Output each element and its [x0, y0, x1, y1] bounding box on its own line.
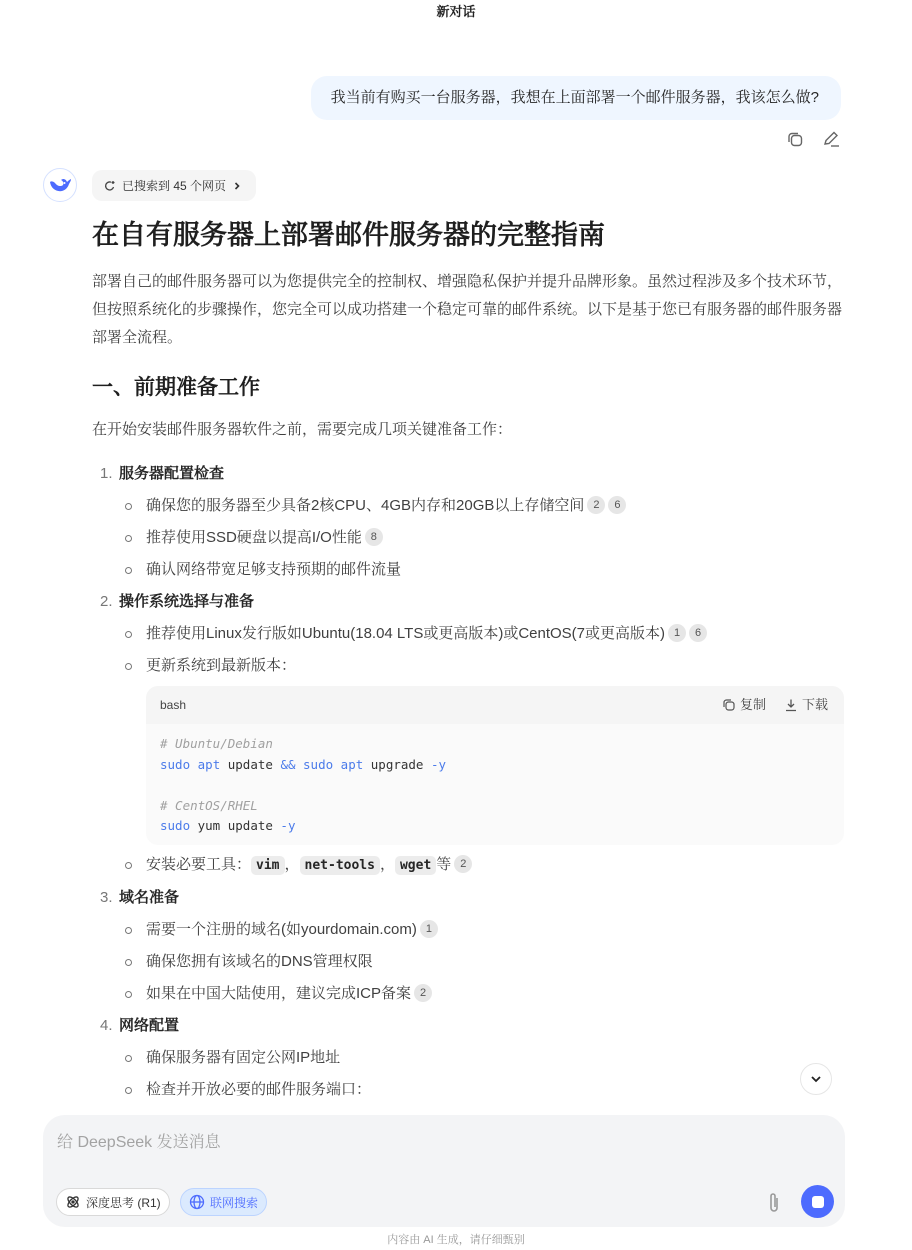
chevron-right-icon	[232, 181, 242, 191]
message-composer[interactable]	[43, 1115, 845, 1227]
inline-code: vim	[251, 856, 284, 875]
steps-list	[92, 458, 844, 1106]
section-lead: 在开始安装邮件服务器软件之前，需要完成几项关键准备工作：	[92, 421, 513, 438]
citation-badge[interactable]: 2	[587, 496, 605, 514]
list-item	[146, 849, 844, 882]
code-download-label: 下载	[801, 697, 828, 712]
copy-icon	[722, 698, 736, 712]
list-item-text: 检查并开放必要的邮件服务端口：	[146, 1080, 372, 1098]
citation-badge[interactable]: 1	[668, 624, 686, 642]
list-item-text: 安装必要工具：	[146, 855, 252, 873]
code-content	[146, 724, 844, 845]
list-item-text: 推荐使用SSD硬盘以提高I/O性能	[146, 529, 362, 546]
step-number: 3.	[100, 888, 113, 906]
citation-badge[interactable]: 6	[689, 624, 707, 642]
assistant-answer	[92, 214, 844, 1106]
list-item	[146, 914, 844, 946]
step-title: 操作系统选择与准备	[119, 593, 255, 610]
list-item	[146, 522, 844, 554]
search-pill-label: 已搜索到 45 个网页	[122, 179, 227, 193]
step-title: 域名准备	[119, 888, 180, 906]
conversation-title: 新对话	[436, 4, 476, 19]
list-item-text: 确保您的服务器至少具备2核CPU、4GB内存和20GB以上存储空间	[146, 497, 585, 514]
list-item-suffix: 等	[436, 855, 452, 873]
list-item-text: 确保您拥有该域名的DNS管理权限	[146, 952, 373, 970]
top-bar	[0, 0, 912, 26]
step-title: 网络配置	[119, 1016, 180, 1034]
step-title: 服务器配置检查	[119, 465, 225, 482]
atom-icon	[65, 1194, 81, 1210]
step-number: 4.	[100, 1016, 113, 1034]
scroll-to-bottom-button[interactable]	[800, 1063, 832, 1095]
search-refresh-icon	[104, 180, 116, 192]
code-copy-button[interactable]	[722, 689, 766, 721]
list-item-text: 确保服务器有固定公网IP地址	[146, 1048, 341, 1066]
user-message-actions	[784, 128, 842, 150]
chevron-down-icon	[809, 1072, 823, 1086]
list-item	[146, 946, 844, 978]
web-search-label: 联网搜索	[210, 1195, 259, 1210]
step-item	[92, 458, 844, 586]
deep-think-label: 深度思考 (R1)	[86, 1195, 161, 1210]
step-item	[92, 586, 844, 882]
answer-title: 在自有服务器上部署邮件服务器的完整指南	[92, 220, 605, 250]
code-block	[146, 686, 844, 845]
section-heading: 一、前期准备工作	[92, 376, 260, 399]
separator: ，	[379, 855, 395, 873]
copy-icon	[786, 130, 804, 148]
list-item	[146, 1042, 844, 1074]
code-language: bash	[160, 698, 187, 712]
inline-code: net-tools	[300, 856, 380, 875]
list-item	[146, 978, 844, 1010]
copy-message-button[interactable]	[784, 128, 806, 150]
deepseek-avatar	[43, 168, 77, 202]
list-item	[146, 490, 844, 522]
stop-icon	[812, 1196, 824, 1208]
list-item	[146, 554, 844, 586]
deep-think-toggle[interactable]	[56, 1188, 170, 1216]
code-block-header	[146, 686, 844, 724]
edit-message-button[interactable]	[820, 128, 842, 150]
user-message-bubble: 我当前有购买一台服务器，我想在上面部署一个邮件服务器，我该怎么做?	[311, 76, 841, 120]
ai-disclaimer: 内容由 AI 生成，请仔细甄别	[387, 1234, 525, 1246]
paperclip-icon	[767, 1191, 781, 1215]
list-item	[146, 1074, 844, 1106]
step-item	[92, 882, 844, 1010]
list-item	[146, 650, 844, 845]
citation-badge[interactable]: 2	[454, 855, 472, 873]
step-item	[92, 1010, 844, 1106]
attach-file-button[interactable]	[763, 1189, 785, 1217]
globe-icon	[189, 1194, 205, 1210]
list-item	[146, 618, 844, 650]
list-item-text: 更新系统到最新版本：	[146, 657, 297, 674]
step-number: 2.	[100, 593, 113, 610]
inline-code: wget	[395, 856, 436, 875]
citation-badge[interactable]: 2	[414, 984, 432, 1002]
list-item-text: 推荐使用Linux发行版如Ubuntu(18.04 LTS或更高版本)或CentOS(7或更高版本)	[146, 625, 666, 642]
answer-intro: 部署自己的邮件服务器可以为您提供完全的控制权、增强隐私保护并提升品牌形象。虽然过程涉及多个技术环节，但按照系统化的步骤操作，您完全可以成功搭建一个稳定可靠的邮件系统。以下是基于您已有服务器的邮件服务器部署全流程。	[92, 273, 843, 346]
code-comment: # CentOS/RHEL	[160, 797, 258, 813]
search-results-pill[interactable]	[92, 170, 256, 201]
edit-icon	[822, 130, 840, 148]
citation-badge[interactable]: 8	[365, 528, 383, 546]
code-copy-label: 复制	[739, 697, 766, 712]
step-number: 1.	[100, 465, 113, 482]
citation-badge[interactable]: 6	[608, 496, 626, 514]
code-comment: # Ubuntu/Debian	[160, 736, 273, 751]
code-line: sudo yum update -y	[160, 818, 296, 833]
deepseek-whale-icon	[48, 176, 72, 194]
stop-generating-button[interactable]	[801, 1185, 834, 1218]
code-line: sudo apt update && sudo apt upgrade -y	[160, 756, 447, 772]
message-input[interactable]: 给 DeepSeek 发送消息	[57, 1134, 221, 1151]
separator: ，	[284, 855, 300, 873]
download-icon	[784, 698, 798, 712]
web-search-toggle[interactable]	[180, 1188, 267, 1216]
list-item-text: 确认网络带宽足够支持预期的邮件流量	[146, 561, 402, 578]
list-item-text: 需要一个注册的域名(如yourdomain.com)	[146, 920, 417, 938]
code-download-button[interactable]	[784, 689, 828, 721]
citation-badge[interactable]: 1	[420, 920, 438, 938]
list-item-text: 如果在中国大陆使用，建议完成ICP备案	[146, 984, 412, 1002]
